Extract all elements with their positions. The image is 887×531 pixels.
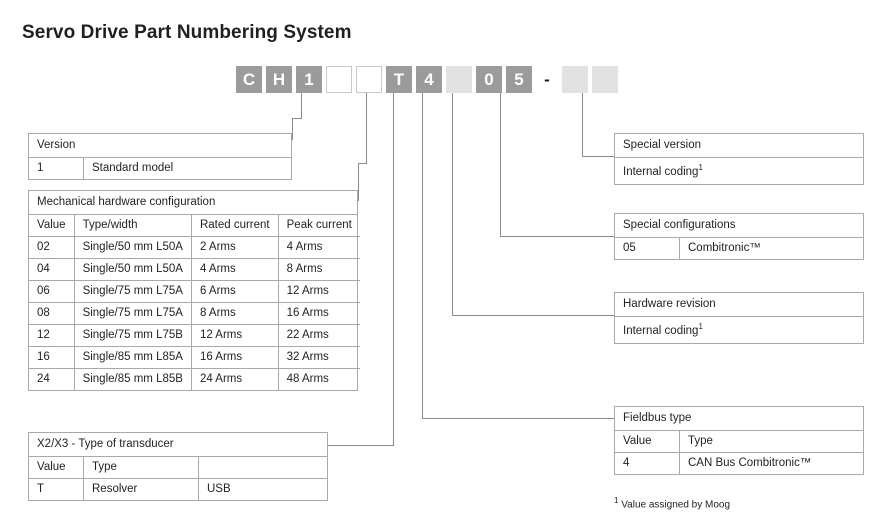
block-version-header: Version [29,134,291,158]
table-row [29,158,291,179]
mech-value: 08 [29,303,74,325]
mech-col-typewidth: Type/width [74,215,191,237]
table-row [29,369,360,391]
connector-version-drop [292,118,293,140]
connector-hwrev-horizontal [452,315,614,316]
mech-typewidth: Single/75 mm L75B [74,325,191,347]
code-char-11 [562,66,588,93]
mech-value: 16 [29,347,74,369]
block-fieldbus-header: Fieldbus type [615,407,863,431]
block-mechanical-hardware-configuration [28,190,358,391]
mech-value: 24 [29,369,74,391]
block-version-table [29,158,291,179]
block-hardware-revision-header: Hardware revision [615,293,863,317]
code-char-7: 4 [416,66,442,93]
block-mechanical-header: Mechanical hardware configuration [29,191,357,215]
table-row [29,303,360,325]
table-row [29,281,360,303]
footnote [614,496,730,510]
mech-typewidth: Single/75 mm L75A [74,303,191,325]
mech-typewidth: Single/75 mm L75A [74,281,191,303]
page-title: Servo Drive Part Numbering System [22,22,352,43]
block-special-config-header: Special configurations [615,214,863,238]
mech-rated-current: 24 Arms [191,369,278,391]
transducer-col-type: Type [84,457,199,479]
connector-mechanical-vertical [366,93,367,163]
mech-peak-current: 32 Arms [278,347,360,369]
version-value: 1 [29,158,84,179]
code-char-10: 5 [506,66,532,93]
mech-col-rated-current: Rated current [191,215,278,237]
mech-peak-current: 12 Arms [278,281,360,303]
mech-rated-current: 16 Arms [191,347,278,369]
special-config-value: 05 [615,238,680,259]
block-version [28,133,292,180]
code-char-2: H [266,66,292,93]
code-char-5 [356,66,382,93]
block-special-version [614,133,864,185]
mech-value: 12 [29,325,74,347]
part-number-code-row [236,66,622,93]
table-row [29,237,360,259]
code-char-12 [592,66,618,93]
fieldbus-col-value: Value [615,431,680,453]
code-char-1: C [236,66,262,93]
table-header-row [615,431,863,453]
mech-rated-current: 8 Arms [191,303,278,325]
transducer-col-value: Value [29,457,84,479]
block-transducer-header: X2/X3 - Type of transducer [29,433,327,457]
connector-transducer-vertical [393,93,394,445]
connector-fieldbus-horizontal [422,418,614,419]
special-config-description: Combitronic™ [688,242,761,254]
block-special-config-table [615,238,863,259]
fieldbus-type: CAN Bus Combitronic™ [688,457,812,469]
transducer-col-extra [199,457,328,479]
connector-version-vertical [301,93,302,118]
hardware-revision-value: Internal coding [623,324,699,337]
connector-transducer-horizontal [328,445,394,446]
block-mechanical-table [29,215,360,390]
table-row [29,325,360,347]
connector-specialversion-horizontal [582,156,614,157]
connector-version-horizontal [292,118,302,119]
mech-typewidth: Single/50 mm L50A [74,237,191,259]
block-transducer-table [29,457,327,500]
code-char-8 [446,66,472,93]
hardware-revision-footnote-marker: 1 [698,322,703,331]
mech-typewidth: Single/85 mm L85A [74,347,191,369]
mech-rated-current: 6 Arms [191,281,278,303]
table-row [615,238,863,259]
code-separator-dash: - [544,69,550,89]
table-row [29,259,360,281]
mech-peak-current: 16 Arms [278,303,360,325]
mech-value: 04 [29,259,74,281]
table-header-row [29,457,327,479]
special-version-value-row [615,158,863,184]
code-char-4 [326,66,352,93]
mech-typewidth: Single/85 mm L85B [74,369,191,391]
special-version-footnote-marker: 1 [698,163,703,172]
transducer-interface: USB [207,483,231,495]
code-char-9: 0 [476,66,502,93]
connector-hwrev-vertical [452,93,453,315]
connector-specialconfig-vertical [500,93,501,236]
connector-mechanical-drop [358,163,359,201]
mech-peak-current: 48 Arms [286,373,329,385]
code-char-3: 1 [296,66,322,93]
fieldbus-col-type: Type [680,431,864,453]
code-char-6: T [386,66,412,93]
table-row [29,347,360,369]
special-version-value: Internal coding [623,165,699,178]
block-fieldbus-type [614,406,864,475]
footnote-marker: 1 [614,496,619,505]
block-special-version-header: Special version [615,134,863,158]
table-row [615,453,863,475]
mech-col-value: Value [29,215,74,237]
transducer-value: T [29,479,84,501]
mech-rated-current: 2 Arms [191,237,278,259]
block-hardware-revision [614,292,864,344]
mech-peak-current: 22 Arms [278,325,360,347]
block-transducer-type [28,432,328,501]
mech-rated-current: 12 Arms [191,325,278,347]
block-special-configurations [614,213,864,260]
mech-col-peak-current: Peak current [278,215,360,237]
mech-typewidth: Single/50 mm L50A [74,259,191,281]
version-description: Standard model [92,162,174,174]
footnote-text: Value assigned by Moog [621,499,731,511]
mech-value: 02 [29,237,74,259]
hardware-revision-value-row [615,317,863,343]
mech-peak-current: 4 Arms [278,237,360,259]
connector-fieldbus-vertical [422,93,423,418]
connector-specialversion-vertical [582,93,583,156]
connector-specialconfig-horizontal [500,236,614,237]
table-header-row [29,215,360,237]
mech-peak-current: 8 Arms [278,259,360,281]
transducer-type: Resolver [84,479,199,501]
connector-mechanical-horizontal [358,163,367,164]
fieldbus-value: 4 [615,453,680,475]
mech-rated-current: 4 Arms [191,259,278,281]
mech-value: 06 [29,281,74,303]
table-row [29,479,327,501]
block-fieldbus-table [615,431,863,474]
